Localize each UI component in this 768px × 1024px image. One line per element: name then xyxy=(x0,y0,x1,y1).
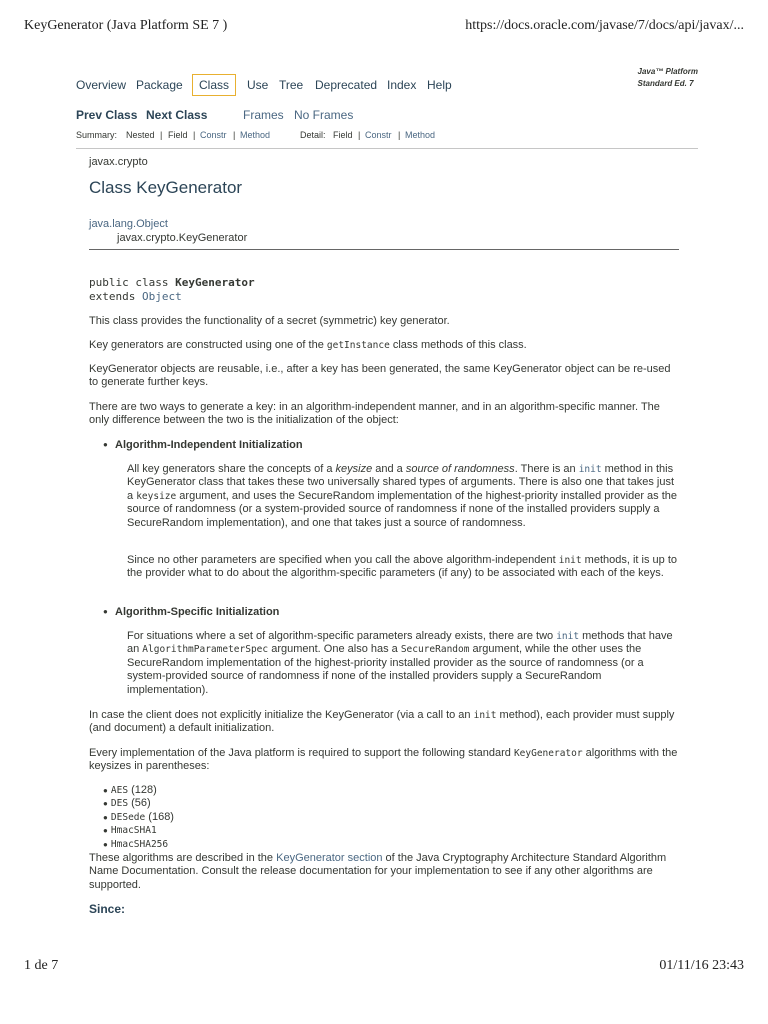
package-name: javax.crypto xyxy=(89,156,148,168)
signature-prefix: public class xyxy=(89,276,176,289)
signature-extends: extends xyxy=(89,290,142,303)
signature-class-name: KeyGenerator xyxy=(175,276,255,289)
nav-deprecated[interactable]: Deprecated xyxy=(315,78,378,92)
list-item: ● HmacSHA256 xyxy=(103,838,169,850)
summary-field: Field xyxy=(168,130,188,140)
bullet-title-independent: Algorithm-Independent Initialization xyxy=(115,439,303,451)
detail-constr-link[interactable]: Constr xyxy=(365,130,392,140)
bullet-title-specific: Algorithm-Specific Initialization xyxy=(115,606,280,618)
print-header xyxy=(0,18,768,38)
desc-para-1: This class provides the functionality of a secret (symmetric) key generator. xyxy=(89,315,450,327)
list-item: ● AES (128) xyxy=(103,784,157,796)
class-signature xyxy=(89,276,255,304)
header-divider xyxy=(89,249,679,250)
summary-sep-1: | xyxy=(160,130,163,140)
init-link[interactable]: init xyxy=(578,464,602,475)
nav-overview[interactable]: Overview xyxy=(76,78,127,92)
desc-para-6: Every implementation of the Java platform is required to support the following standard KeyGenerator algorithms with the keysizes in parentheses: xyxy=(89,747,678,773)
nav-class-active: Class xyxy=(192,74,236,96)
summary-method-link[interactable]: Method xyxy=(240,130,271,140)
nav-index[interactable]: Index xyxy=(387,78,417,92)
independent-para-2: Since no other parameters are specified when you call the above algorithm-independent init methods, it is up to the provider what to do about the algorithm-specific parameters (if any) to be associated with each of the keys. xyxy=(127,554,677,580)
detail-method-link[interactable]: Method xyxy=(405,130,436,140)
algorithm-list xyxy=(103,784,174,851)
prev-class-link[interactable]: Prev Class xyxy=(76,108,138,122)
desc-para-4: There are two ways to generate a key: in an algorithm-independent manner, and in an algorithm-specific manner. The only difference between the two is the initialization of the object: xyxy=(89,401,660,427)
bullet-icon: ● xyxy=(103,607,108,616)
independent-para-1: All key generators share the concepts of a keysize and a source of randomness. There is an init method in this KeyGenerator class that takes these two universally shared types of arguments. There is also one that takes just a keysize argument, and uses the SecureRandom implementation of the highest-priority installed provider as the source of randomness (or a system-provided source of randomness if none of the installed providers supply a SecureRandom implementation), and one that takes just a source of randomness. xyxy=(127,463,678,529)
detail-field: Field xyxy=(333,130,353,140)
since-label: Since: xyxy=(89,902,126,916)
desc-para-3: KeyGenerator objects are reusable, i.e., after a key has been generated, the same KeyGenerator object can be re-used to generate further keys. xyxy=(89,363,671,389)
summary-sep-3: | xyxy=(233,130,236,140)
detail-label: Detail: xyxy=(300,130,326,140)
bullet-icon: ● xyxy=(103,440,108,449)
list-item: ● DESede (168) xyxy=(103,810,174,823)
detail-sep-2: | xyxy=(398,130,401,140)
next-class-link[interactable]: Next Class xyxy=(146,108,208,122)
nav-package[interactable]: Package xyxy=(136,78,183,92)
list-item: ● DES (56) xyxy=(103,797,151,810)
detail-sep-1: | xyxy=(358,130,361,140)
desc-para-7: These algorithms are described in the KeyGenerator section of the Java Cryptography Architecture Standard Algorithm Name Documentation. Consult the release documentation for your implementation to see if any other algorithms are supported. xyxy=(89,852,667,891)
summary-label: Summary: xyxy=(76,130,118,140)
no-frames-link[interactable]: No Frames xyxy=(294,108,354,122)
print-page-url: https://docs.oracle.com/javase/7/docs/api/javax/... xyxy=(465,18,744,33)
platform-label xyxy=(638,66,698,90)
inheritance-child: javax.crypto.KeyGenerator xyxy=(117,232,248,244)
nav-help[interactable]: Help xyxy=(427,78,452,92)
nav-tree[interactable]: Tree xyxy=(279,78,304,92)
signature-super-link[interactable]: Object xyxy=(141,290,182,303)
summary-sep-2: | xyxy=(193,130,196,140)
list-item: ● HmacSHA1 xyxy=(103,825,157,837)
summary-nested: Nested xyxy=(126,130,155,140)
platform-line2: Standard Ed. 7 xyxy=(637,79,694,88)
summary-constr-link[interactable]: Constr xyxy=(200,130,227,140)
print-page-title: KeyGenerator (Java Platform SE 7 ) xyxy=(24,18,228,33)
page-number: 1 de 7 xyxy=(24,958,59,973)
nav-use[interactable]: Use xyxy=(247,78,269,92)
inheritance-parent-link[interactable]: java.lang.Object xyxy=(89,218,168,230)
desc-para-5: In case the client does not explicitly initialize the KeyGenerator (via a call to an init method), each provider must supply (and document) a default initialization. xyxy=(89,709,675,735)
desc-para-2: Key generators are constructed using one of the getInstance class methods of this class. xyxy=(89,339,527,351)
frames-link[interactable]: Frames xyxy=(243,108,284,122)
class-title: Class KeyGenerator xyxy=(89,178,243,197)
print-datetime: 01/11/16 23:43 xyxy=(659,958,744,973)
keygenerator-section-link[interactable]: KeyGenerator section xyxy=(276,852,383,864)
platform-line1: Java™ Platform xyxy=(637,67,698,76)
init-link[interactable]: init xyxy=(556,631,580,642)
print-footer xyxy=(0,958,768,978)
nav-divider xyxy=(76,148,698,149)
code-getinstance: getInstance xyxy=(326,340,390,351)
specific-para-1: For situations where a set of algorithm-specific parameters already exists, there are two init methods that have an AlgorithmParameterSpec argument. One also has a SecureRandom argument, while the other uses the SecureRandom implementation of the highest-priority installed provider as the source of randomness (or a system-provided source of randomness if none of the installed providers supply a SecureRandom implementation). xyxy=(127,630,673,696)
